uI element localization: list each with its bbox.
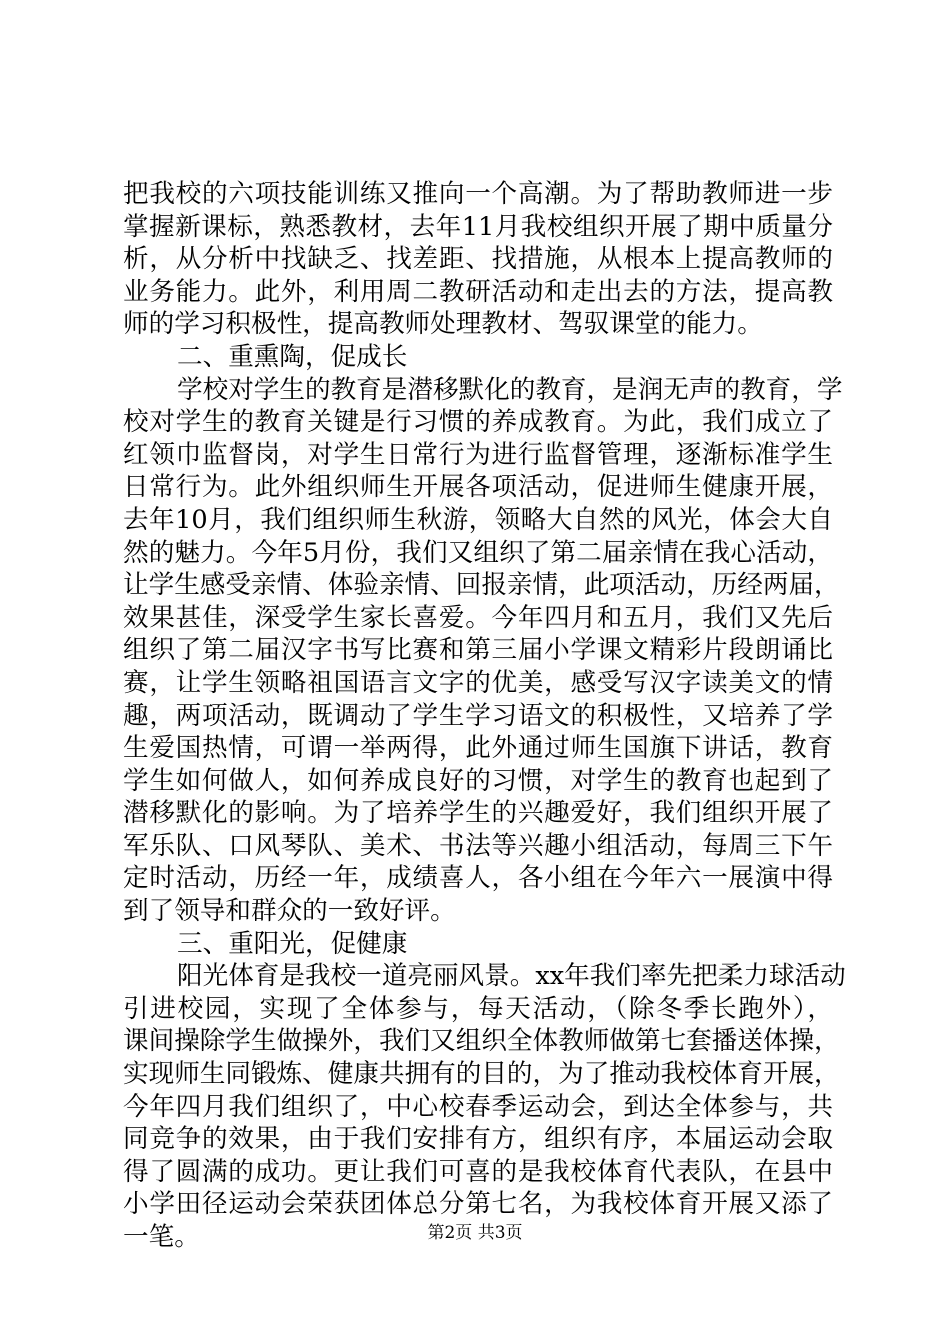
paragraph-line: 业务能力。此外，利用周二教研活动和走出去的方法，提高教	[123, 276, 833, 307]
paragraph-line: 一笔。	[123, 1222, 200, 1252]
paragraph-line: 赛，让学生领略祖国语言文字的优美，感受写汉字读美文的情	[123, 667, 833, 698]
paragraph-line: 日常行为。此外组织师生开展各项活动，促进师生健康开展，	[123, 472, 833, 503]
paragraph-line: 同竞争的效果，由于我们安排有方，组织有序，本届运动会取	[123, 1124, 833, 1155]
paragraph-line: 到了领导和群众的一致好评。	[123, 896, 456, 927]
paragraph-line: 定时活动，历经一年，成绩喜人，各小组在今年六一展演中得	[123, 863, 833, 894]
paragraph-line: 学校对学生的教育是潜移默化的教育，是润无声的教育，学	[177, 374, 843, 405]
paragraph-line: 学生如何做人，如何养成良好的习惯，对学生的教育也起到了	[123, 765, 833, 796]
paragraph-line: 师的学习积极性，提高教师处理教材、驾驭课堂的能力。	[123, 309, 763, 340]
paragraph-line: 得了圆满的成功。更让我们可喜的是我校体育代表队，在县中	[123, 1156, 833, 1187]
paragraph-line: 效果甚佳，深受学生家长喜爱。今年四月和五月，我们又先后	[123, 602, 833, 633]
paragraph-line: 掌握新课标，熟悉教材，去年11月我校组织开展了期中质量分	[123, 211, 833, 242]
paragraph-line: 小学田径运动会荣获团体总分第七名，为我校体育开展又添了	[123, 1189, 833, 1220]
paragraph-line: 让学生感受亲情、体验亲情、回报亲情，此项活动，历经两届，	[123, 570, 840, 601]
paragraph-line: 然的魅力。今年5月份，我们又组织了第二届亲情在我心活动，	[123, 537, 833, 568]
section-heading: 二、重熏陶，促成长	[177, 341, 408, 372]
paragraph-line: 析，从分析中找缺乏、找差距、找措施，从根本上提高教师的	[123, 244, 833, 275]
paragraph-line: 阳光体育是我校一道亮丽风景。xx年我们率先把柔力球活动	[177, 961, 846, 992]
paragraph-line: 引进校园，实现了全体参与，每天活动，（除冬季长跑外），	[123, 993, 833, 1024]
paragraph-line: 潜移默化的影响。为了培养学生的兴趣爱好，我们组织开展了	[123, 798, 833, 829]
paragraph-line: 实现师生同锻炼、健康共拥有的目的，为了推动我校体育开展，	[123, 1059, 840, 1090]
page-number: 第2页 共3页	[427, 1223, 523, 1243]
paragraph-line: 生爱国热情，可谓一举两得，此外通过师生国旗下讲话，教育	[123, 733, 833, 764]
paragraph-line: 今年四月我们组织了，中心校春季运动会，到达全体参与，共	[123, 1091, 833, 1122]
paragraph-line: 课间操除学生做操外，我们又组织全体教师做第七套播送体操，	[123, 1026, 840, 1057]
paragraph-line: 军乐队、口风琴队、美术、书法等兴趣小组活动，每周三下午	[123, 830, 833, 861]
paragraph-line: 红领巾监督岗，对学生日常行为进行监督管理，逐渐标准学生	[123, 439, 833, 470]
paragraph-line: 把我校的六项技能训练又推向一个高潮。为了帮助教师进一步	[123, 179, 833, 209]
document-body	[123, 178, 846, 1254]
paragraph-line: 去年10月，我们组织师生秋游，领略大自然的风光，体会大自	[123, 504, 833, 535]
paragraph-line: 趣，两项活动，既调动了学生学习语文的积极性，又培养了学	[123, 700, 833, 731]
paragraph-line: 校对学生的教育关键是行习惯的养成教育。为此，我们成立了	[123, 407, 833, 438]
section-heading: 三、重阳光，促健康	[177, 928, 408, 959]
paragraph-line: 组织了第二届汉字书写比赛和第三届小学课文精彩片段朗诵比	[123, 635, 833, 666]
